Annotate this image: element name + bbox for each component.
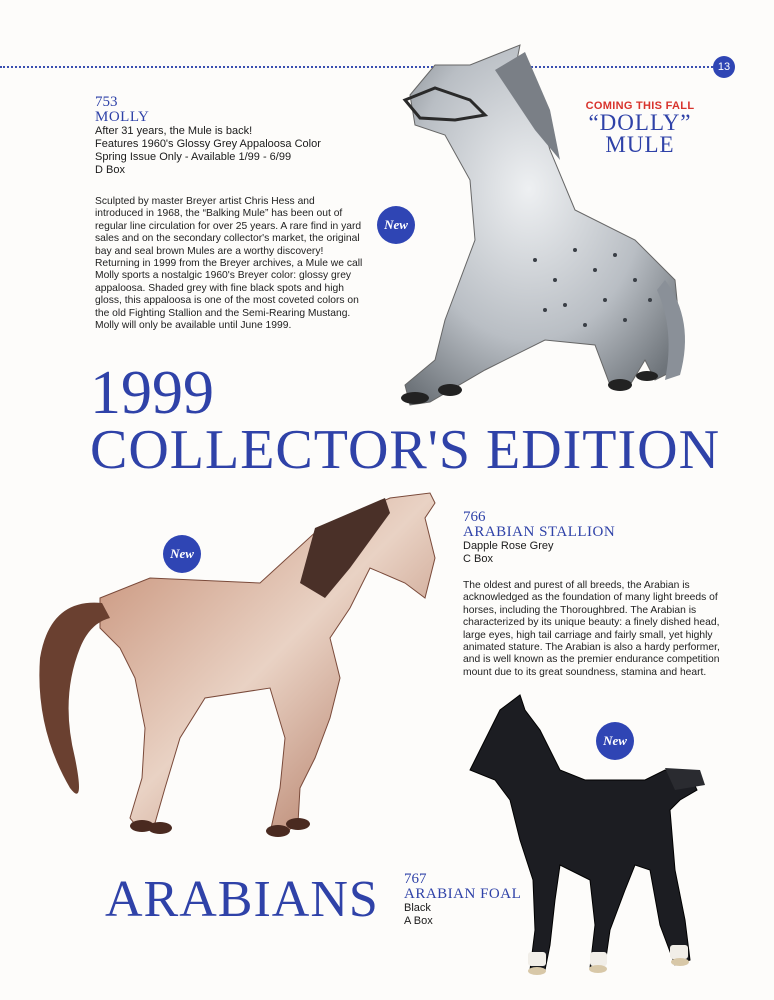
molly-description: Sculpted by master Breyer artist Chris Hess and introduced in 1968, the “Balking Mule” has been out of regular line circulation for over 25 years. A rare find in yard sales and on the secondary collector's market, the original bay and seal brown Mules are a worthy discovery! Returning in 1999 from the Breyer archives, a Mule we call Molly sports a nostalgic 1960's Breyer color: glossy grey appaloosa. Shaded grey with fine black spots and high gloss, this appaloosa is one of the most coveted colors on the old Fighting Stallion and the Semi-Rearing Mustang. Molly will only be available until June 1999.: [95, 196, 363, 332]
coming-this-fall-label: COMING THIS FALL: [585, 100, 695, 112]
new-badge-foal: New: [596, 722, 634, 760]
arabian-stallion-image: [30, 488, 445, 848]
stallion-info: [463, 510, 743, 566]
arabian-foal-image: [465, 690, 710, 980]
stallion-name: ARABIAN STALLION: [463, 524, 616, 540]
new-badge-stallion: New: [163, 535, 201, 573]
page-number-badge: 13: [713, 56, 735, 78]
stallion-number: 766: [463, 509, 486, 525]
stallion-description: The oldest and purest of all breeds, the Arabian is acknowledged as the foundation of many light breeds of horses, including the Thoroughbred. The Arabian is characterized by its unique beauty: a finely dished head, large eyes, high tail carriage and fairly small, yet highly animated stature. The Arabian is also a hardy performer, and is well known as the premier endurance competition mount due to its great soundness, stamina and heart.: [463, 580, 720, 678]
molly-detail: After 31 years, the Mule is back!: [95, 125, 253, 137]
dolly-name: “DOLLY”: [588, 110, 692, 135]
foal-detail: Black: [404, 902, 431, 914]
title-year: 1999: [90, 359, 214, 427]
foal-number: 767: [404, 871, 427, 887]
dolly-mule-callout: [585, 100, 695, 156]
molly-mule-image: [375, 40, 695, 420]
new-badge-molly: New: [377, 206, 415, 244]
dolly-mule-word: MULE: [605, 132, 675, 157]
molly-detail: Features 1960's Glossy Grey Appaloosa Color: [95, 138, 321, 150]
title-collectors-edition: COLLECTOR'S EDITION: [90, 419, 721, 481]
stallion-detail: C Box: [463, 553, 493, 565]
foal-info: [404, 872, 544, 928]
foal-name: ARABIAN FOAL: [404, 886, 522, 902]
foal-detail: A Box: [404, 915, 433, 927]
stallion-detail: Dapple Rose Grey: [463, 540, 554, 552]
molly-info: [95, 95, 375, 177]
molly-name: MOLLY: [95, 109, 150, 125]
title-arabians: ARABIANS: [105, 871, 379, 928]
molly-detail: Spring Issue Only - Available 1/99 - 6/99: [95, 151, 292, 163]
molly-detail: D Box: [95, 164, 125, 176]
molly-number: 753: [95, 94, 118, 110]
